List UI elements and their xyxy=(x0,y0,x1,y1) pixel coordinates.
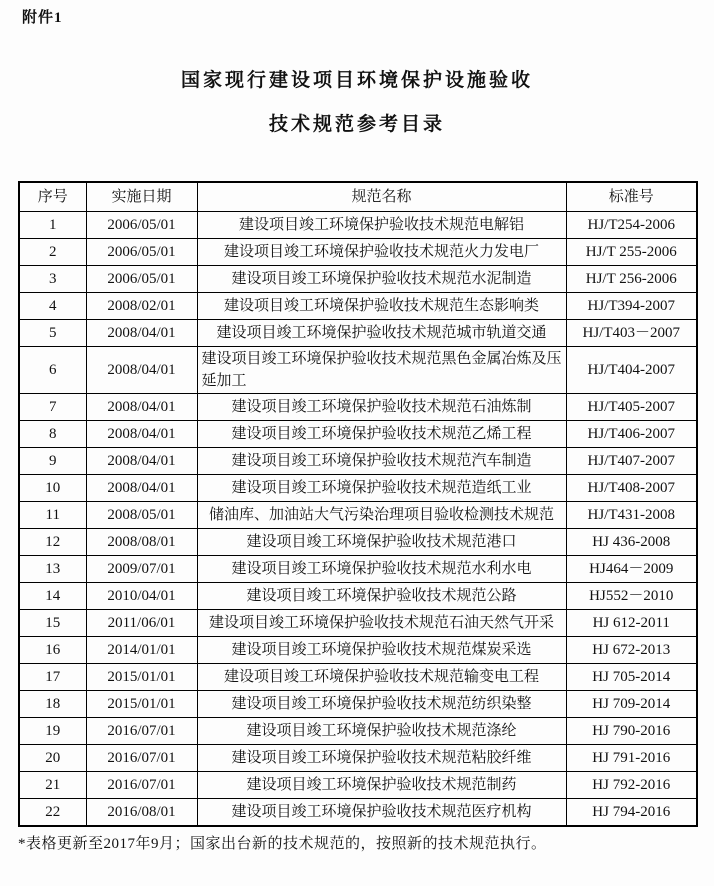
implementation-date-cell: 2008/04/01 xyxy=(86,475,197,502)
standard-number-cell: HJ/T 256-2006 xyxy=(566,266,697,293)
implementation-date-cell: 2014/01/01 xyxy=(86,637,197,664)
spec-name-cell: 建设项目竣工环境保护验收技术规范医疗机构 xyxy=(197,799,566,827)
column-header-date: 实施日期 xyxy=(86,182,197,212)
implementation-date-cell: 2006/05/01 xyxy=(86,212,197,239)
implementation-date-cell: 2008/05/01 xyxy=(86,502,197,529)
implementation-date-cell: 2008/04/01 xyxy=(86,394,197,421)
table-row xyxy=(19,718,697,745)
implementation-date-cell: 2015/01/01 xyxy=(86,664,197,691)
table-row xyxy=(19,212,697,239)
row-number-cell: 18 xyxy=(19,691,86,718)
standard-number-cell: HJ 792-2016 xyxy=(566,772,697,799)
table-row xyxy=(19,293,697,320)
implementation-date-cell: 2008/04/01 xyxy=(86,421,197,448)
spec-name-cell: 建设项目竣工环境保护验收技术规范纺织染整 xyxy=(197,691,566,718)
table-row xyxy=(19,448,697,475)
implementation-date-cell: 2008/04/01 xyxy=(86,347,197,394)
standard-number-cell: HJ/T404-2007 xyxy=(566,347,697,394)
standard-number-cell: HJ/T254-2006 xyxy=(566,212,697,239)
column-header-standard: 标准号 xyxy=(566,182,697,212)
row-number-cell: 8 xyxy=(19,421,86,448)
table-row xyxy=(19,691,697,718)
row-number-cell: 4 xyxy=(19,293,86,320)
spec-name-cell: 建设项目竣工环境保护验收技术规范石油天然气开采 xyxy=(197,610,566,637)
standard-number-cell: HJ 794-2016 xyxy=(566,799,697,827)
spec-table-header xyxy=(19,182,697,212)
row-number-cell: 6 xyxy=(19,347,86,394)
standard-number-cell: HJ464－2009 xyxy=(566,556,697,583)
spec-name-cell: 建设项目竣工环境保护验收技术规范涤纶 xyxy=(197,718,566,745)
spec-name-cell: 建设项目竣工环境保护验收技术规范粘胶纤维 xyxy=(197,745,566,772)
spec-name-cell: 建设项目竣工环境保护验收技术规范电解铝 xyxy=(197,212,566,239)
document-title-line-2: 技术规范参考目录 xyxy=(268,114,445,135)
row-number-cell: 20 xyxy=(19,745,86,772)
spec-name-cell: 建设项目竣工环境保护验收技术规范造纸工业 xyxy=(197,475,566,502)
row-number-cell: 17 xyxy=(19,664,86,691)
standard-number-cell: HJ/T408-2007 xyxy=(566,475,697,502)
spec-name-cell: 建设项目竣工环境保护验收技术规范港口 xyxy=(197,529,566,556)
table-row xyxy=(19,664,697,691)
standard-number-cell: HJ/T 255-2006 xyxy=(566,239,697,266)
standard-number-cell: HJ/T394-2007 xyxy=(566,293,697,320)
standard-number-cell: HJ 790-2016 xyxy=(566,718,697,745)
column-header-no: 序号 xyxy=(19,182,86,212)
spec-name-cell: 建设项目竣工环境保护验收技术规范城市轨道交通 xyxy=(197,320,566,347)
row-number-cell: 10 xyxy=(19,475,86,502)
table-row xyxy=(19,610,697,637)
spec-name-cell: 建设项目竣工环境保护验收技术规范公路 xyxy=(197,583,566,610)
standard-number-cell: HJ/T403－2007 xyxy=(566,320,697,347)
implementation-date-cell: 2016/07/01 xyxy=(86,718,197,745)
spec-name-cell: 建设项目竣工环境保护验收技术规范水利水电 xyxy=(197,556,566,583)
spec-name-cell: 建设项目竣工环境保护验收技术规范煤炭采选 xyxy=(197,637,566,664)
column-header-name: 规范名称 xyxy=(197,182,566,212)
spec-name-cell: 储油库、加油站大气污染治理项目验收检测技术规范 xyxy=(197,502,566,529)
table-row xyxy=(19,583,697,610)
table-header-row xyxy=(19,182,697,212)
spec-name-cell: 建设项目竣工环境保护验收技术规范输变电工程 xyxy=(197,664,566,691)
spec-table xyxy=(18,181,698,827)
row-number-cell: 12 xyxy=(19,529,86,556)
spec-name-cell: 建设项目竣工环境保护验收技术规范火力发电厂 xyxy=(197,239,566,266)
implementation-date-cell: 2016/08/01 xyxy=(86,799,197,827)
spec-name-cell: 建设项目竣工环境保护验收技术规范乙烯工程 xyxy=(197,421,566,448)
document-title xyxy=(0,59,714,147)
implementation-date-cell: 2008/02/01 xyxy=(86,293,197,320)
standard-number-cell: HJ 612-2011 xyxy=(566,610,697,637)
table-row xyxy=(19,239,697,266)
row-number-cell: 3 xyxy=(19,266,86,293)
document-title-line-1: 国家现行建设项目环境保护设施验收 xyxy=(180,70,533,91)
implementation-date-cell: 2010/04/01 xyxy=(86,583,197,610)
implementation-date-cell: 2015/01/01 xyxy=(86,691,197,718)
spec-name-cell: 建设项目竣工环境保护验收技术规范制药 xyxy=(197,772,566,799)
row-number-cell: 5 xyxy=(19,320,86,347)
standard-number-cell: HJ 705-2014 xyxy=(566,664,697,691)
attachment-label: 附件1 xyxy=(22,10,63,26)
table-row xyxy=(19,421,697,448)
row-number-cell: 13 xyxy=(19,556,86,583)
standard-number-cell: HJ 709-2014 xyxy=(566,691,697,718)
table-row xyxy=(19,799,697,827)
standard-number-cell: HJ/T431-2008 xyxy=(566,502,697,529)
implementation-date-cell: 2008/08/01 xyxy=(86,529,197,556)
implementation-date-cell: 2006/05/01 xyxy=(86,239,197,266)
implementation-date-cell: 2008/04/01 xyxy=(86,320,197,347)
spec-name-cell: 建设项目竣工环境保护验收技术规范汽车制造 xyxy=(197,448,566,475)
spec-name-cell: 建设项目竣工环境保护验收技术规范黑色金属冶炼及压延加工 xyxy=(197,347,566,394)
table-row xyxy=(19,772,697,799)
row-number-cell: 9 xyxy=(19,448,86,475)
table-row xyxy=(19,502,697,529)
row-number-cell: 7 xyxy=(19,394,86,421)
implementation-date-cell: 2016/07/01 xyxy=(86,745,197,772)
table-row xyxy=(19,475,697,502)
standard-number-cell: HJ/T405-2007 xyxy=(566,394,697,421)
table-row xyxy=(19,745,697,772)
row-number-cell: 14 xyxy=(19,583,86,610)
row-number-cell: 22 xyxy=(19,799,86,827)
implementation-date-cell: 2009/07/01 xyxy=(86,556,197,583)
spec-name-cell: 建设项目竣工环境保护验收技术规范生态影响类 xyxy=(197,293,566,320)
spec-table-body xyxy=(19,212,697,827)
table-row xyxy=(19,394,697,421)
standard-number-cell: HJ 436-2008 xyxy=(566,529,697,556)
table-row xyxy=(19,347,697,394)
standard-number-cell: HJ/T406-2007 xyxy=(566,421,697,448)
row-number-cell: 15 xyxy=(19,610,86,637)
spec-name-cell: 建设项目竣工环境保护验收技术规范石油炼制 xyxy=(197,394,566,421)
table-row xyxy=(19,556,697,583)
standard-number-cell: HJ/T407-2007 xyxy=(566,448,697,475)
footnote: *表格更新至2017年9月；国家出台新的技术规范的，按照新的技术规范执行。 xyxy=(18,836,547,852)
implementation-date-cell: 2006/05/01 xyxy=(86,266,197,293)
table-row xyxy=(19,266,697,293)
table-row xyxy=(19,637,697,664)
row-number-cell: 2 xyxy=(19,239,86,266)
spec-name-cell: 建设项目竣工环境保护验收技术规范水泥制造 xyxy=(197,266,566,293)
table-row xyxy=(19,320,697,347)
table-row xyxy=(19,529,697,556)
implementation-date-cell: 2016/07/01 xyxy=(86,772,197,799)
row-number-cell: 11 xyxy=(19,502,86,529)
row-number-cell: 19 xyxy=(19,718,86,745)
standard-number-cell: HJ552－2010 xyxy=(566,583,697,610)
row-number-cell: 16 xyxy=(19,637,86,664)
implementation-date-cell: 2008/04/01 xyxy=(86,448,197,475)
row-number-cell: 1 xyxy=(19,212,86,239)
row-number-cell: 21 xyxy=(19,772,86,799)
standard-number-cell: HJ 791-2016 xyxy=(566,745,697,772)
standard-number-cell: HJ 672-2013 xyxy=(566,637,697,664)
implementation-date-cell: 2011/06/01 xyxy=(86,610,197,637)
